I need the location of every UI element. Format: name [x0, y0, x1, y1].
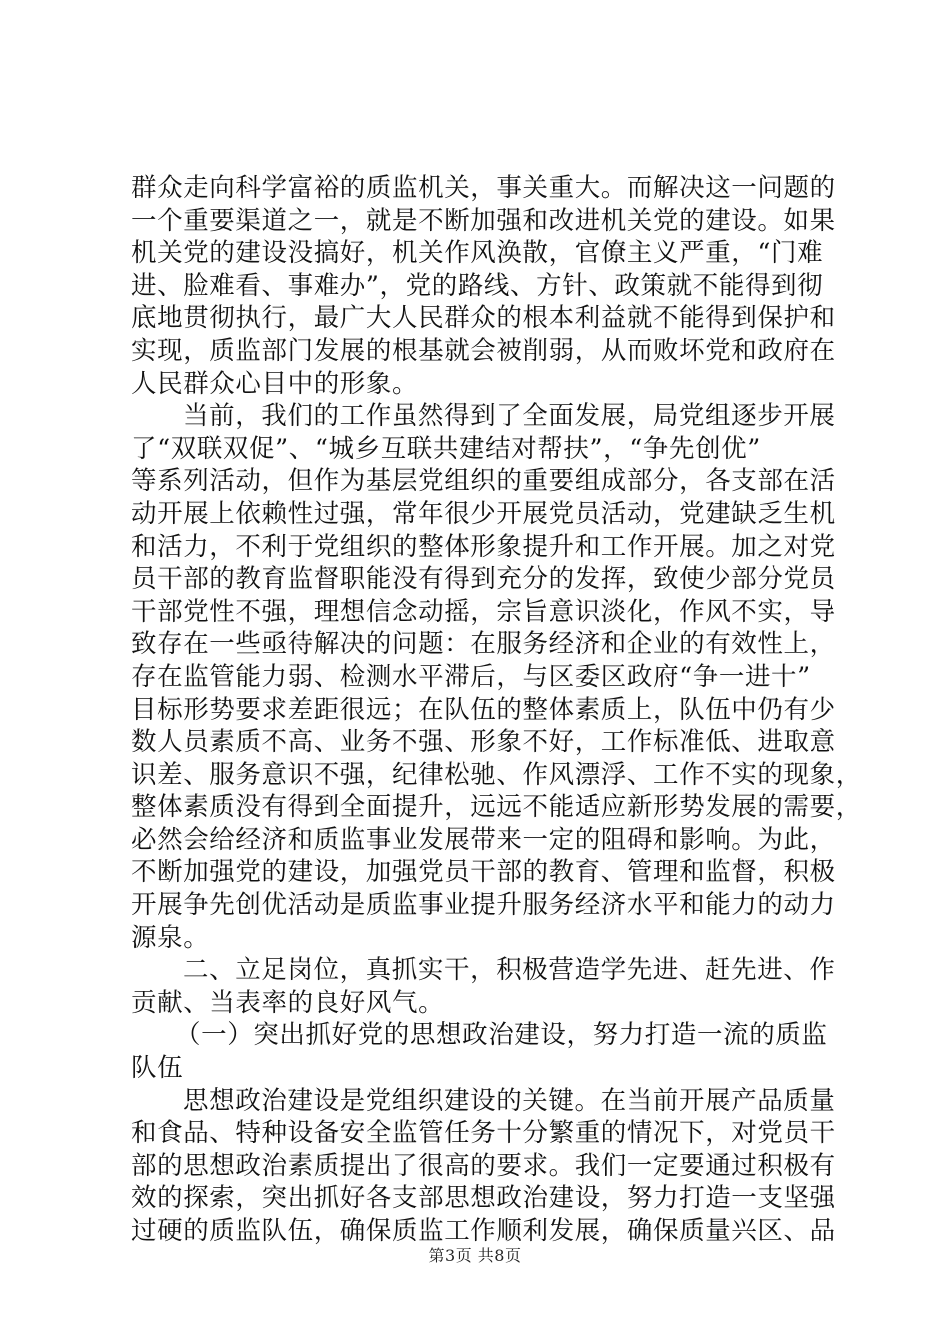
page-footer [0, 1243, 950, 1266]
text-line: 效的探索，突出抓好各支部思想政治建设，努力打造一支坚强 [131, 1183, 836, 1214]
text-line: 实现，质监部门发展的根基就会被削弱，从而败坏党和政府在 [131, 335, 836, 366]
text-line: 整体素质没有得到全面提升，远远不能适应新形势发展的需要， [131, 792, 862, 823]
text-line: 识差、服务意识不强，纪律松驰、作风漂浮、工作不实的现象， [131, 759, 862, 790]
text-line: 和活力，不利于党组织的整体形象提升和工作开展。加之对党 [131, 531, 836, 562]
text-line: 机关党的建设没搞好，机关作风涣散，官僚主义严重，“门难 [131, 238, 824, 269]
subsection-heading: （一）突出抓好党的思想政治建设，努力打造一流的质监 [175, 1020, 828, 1051]
text-line: 人民群众心目中的形象。 [131, 368, 419, 399]
text-line: 一个重要渠道之一，就是不断加强和改进机关党的建设。如果 [131, 205, 836, 236]
text-line: 存在监管能力弱、检测水平滞后，与区委区政府“争一进十” [131, 661, 811, 692]
text-line: 开展争先创优活动是质监事业提升服务经济水平和能力的动力 [131, 890, 836, 921]
text-line: 进、脸难看、事难办”，党的路线、方针、政策就不能得到彻 [131, 270, 824, 301]
text-line: 源泉。 [131, 922, 210, 953]
text-line: 过硬的质监队伍，确保质监工作顺利发展，确保质量兴区、品 [131, 1216, 836, 1246]
text-line: 干部党性不强，理想信念动摇，宗旨意识淡化，作风不实，导 [131, 596, 836, 627]
text-line: 致存在一些亟待解决的问题：在服务经济和企业的有效性上， [131, 629, 836, 660]
text-line: 群众走向科学富裕的质监机关，事关重大。而解决这一问题的 [131, 173, 836, 203]
document-body [131, 172, 862, 1248]
section-heading-cont: 贡献、当表率的良好风气。 [131, 987, 445, 1018]
paragraph-first-line: 当前，我们的工作虽然得到了全面发展，局党组逐步开展 [183, 401, 836, 432]
text-line: 数人员素质不高、业务不强、形象不好，工作标准低、进取意 [131, 727, 836, 758]
text-line: 和食品、特种设备安全监管任务十分繁重的情况下，对党员干 [131, 1118, 836, 1149]
text-line: 必然会给经济和质监事业发展带来一定的阻碍和影响。为此， [131, 824, 836, 855]
page-number: 第3页 共8页 [428, 1246, 522, 1265]
text-line: 不断加强党的建设，加强党员干部的教育、管理和监督，积极 [131, 857, 836, 888]
subsection-heading-cont: 队伍 [131, 1053, 184, 1084]
text-line: 等系列活动，但作为基层党组织的重要组成部分，各支部在活 [131, 466, 836, 497]
paragraph-first-line: 思想政治建设是党组织建设的关键。在当前开展产品质量 [183, 1085, 836, 1116]
text-line: 部的思想政治素质提出了很高的要求。我们一定要通过积极有 [131, 1150, 836, 1181]
text-line: 员干部的教育监督职能没有得到充分的发挥，致使少部分党员 [131, 564, 836, 595]
text-line: 了“双联双促”、“城乡互联共建结对帮扶”，“争先创优” [131, 433, 761, 464]
text-line: 目标形势要求差距很远；在队伍的整体素质上，队伍中仍有少 [131, 694, 836, 725]
section-heading: 二、立足岗位，真抓实干，积极营造学先进、赶先进、作 [183, 955, 836, 986]
text-line: 底地贯彻执行，最广大人民群众的根本利益就不能得到保护和 [131, 303, 836, 334]
text-line: 动开展上依赖性过强，常年很少开展党员活动，党建缺乏生机 [131, 498, 836, 529]
